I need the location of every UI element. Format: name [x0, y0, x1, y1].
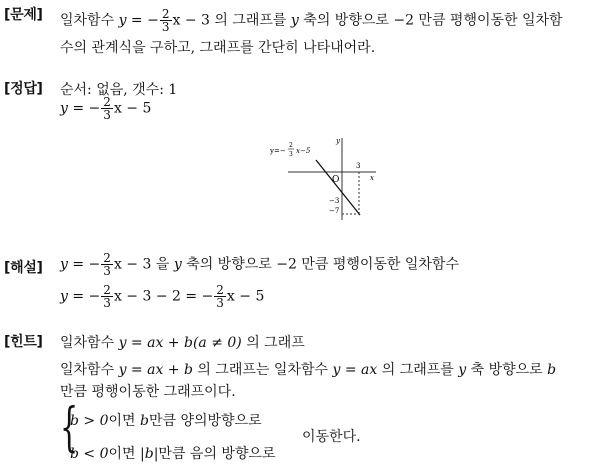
- fraction-denominator: 3: [161, 20, 170, 34]
- math-var: y: [290, 12, 299, 29]
- hint-text: 일차함수: [60, 362, 115, 378]
- math-expr: y = ax: [332, 362, 378, 378]
- fraction: [160, 8, 172, 33]
- math-var: y: [458, 362, 467, 378]
- explanation-line-2: [60, 284, 264, 309]
- problem-line-1: [60, 8, 563, 33]
- problem-text: 축의 방향으로 −2 만큼 평행이동한 일차함: [303, 12, 563, 29]
- hint-line-3: 만큼 평행이동한 그래프이다.: [60, 384, 236, 400]
- math-op: x − 3 을: [113, 256, 170, 273]
- hint-line-2: [60, 359, 556, 379]
- explanation-text: 축의 방향으로 −2 만큼 평행이동한 일차함수: [186, 256, 459, 273]
- math-var: y: [60, 256, 68, 273]
- answer-graph: [268, 134, 380, 222]
- math-expr: y = ax + b: [118, 362, 193, 378]
- math-var: y: [173, 256, 182, 273]
- math-op: x − 3 − 2 = −: [113, 288, 214, 305]
- hint-text: 의 그래프: [246, 335, 305, 351]
- hint-text: 이면: [108, 446, 136, 462]
- fraction-denominator: 3: [103, 108, 111, 122]
- fraction: [101, 252, 113, 277]
- graph-label-num: 2: [289, 142, 293, 149]
- math-var: y: [118, 12, 127, 29]
- case-brace: {: [60, 398, 79, 458]
- problem-tag: [문제]: [4, 7, 43, 23]
- hint-text: 일차함수: [60, 335, 115, 351]
- fraction-numerator: 2: [103, 283, 111, 297]
- math-op: = −: [67, 100, 101, 117]
- math-op: = −: [67, 288, 101, 305]
- origin-label: O: [332, 175, 340, 185]
- fraction-denominator: 3: [103, 264, 111, 278]
- y-tick-label: −7: [329, 207, 340, 215]
- math-var: y: [60, 100, 68, 117]
- math-expr: y = ax + b(a ≠ 0): [118, 335, 242, 351]
- answer-equation: [60, 96, 151, 121]
- math-var: b: [140, 413, 149, 429]
- explanation-tag: [해설]: [4, 260, 43, 276]
- hint-case-end: 이동한다.: [302, 429, 361, 445]
- math-expr: b < 0: [70, 446, 109, 462]
- fraction-denominator: 3: [216, 296, 224, 310]
- math-var: y: [60, 288, 68, 305]
- math-expr: b > 0: [70, 413, 109, 429]
- fraction: [214, 284, 226, 309]
- hint-text: 축 방향으로: [470, 362, 543, 378]
- x-axis-label: x: [370, 174, 374, 182]
- y-tick-label: −3: [329, 197, 340, 205]
- math-var: b: [547, 362, 557, 378]
- graph-label-den: 3: [289, 151, 293, 158]
- problem-line-2: 수의 관계식을 구하고, 그래프를 간단히 나타내어라.: [60, 40, 376, 56]
- hint-text: 만큼 양의방향으로: [148, 413, 262, 429]
- hint-case-1: [70, 410, 262, 430]
- math-op: x − 5: [226, 288, 265, 305]
- hint-text: 만큼 음의 방향으로: [158, 446, 276, 462]
- fraction-numerator: 2: [103, 95, 111, 109]
- hint-tag: [힌트]: [4, 334, 43, 350]
- fraction: [101, 96, 113, 121]
- problem-text: x − 3 의 그래프를: [172, 12, 287, 29]
- math-op: = −: [126, 12, 159, 29]
- math-op: = −: [67, 256, 101, 273]
- hint-text: 의 그래프는 일차함수: [197, 362, 329, 378]
- fraction-denominator: 3: [103, 296, 111, 310]
- answer-summary: 순서: 없음, 갯수: 1: [60, 82, 178, 98]
- fraction: [101, 284, 113, 309]
- y-axis-label: y: [336, 137, 340, 145]
- x-tick-label: 3: [356, 162, 361, 170]
- fraction-numerator: 2: [103, 251, 111, 265]
- explanation-line-1: [60, 252, 459, 277]
- problem-text: 일차함수: [60, 12, 115, 29]
- graph-label-tail: x−5: [296, 147, 311, 155]
- hint-text: 의 그래프를: [381, 362, 454, 378]
- math-op: x − 5: [113, 100, 152, 117]
- answer-tag: [정답]: [4, 81, 43, 97]
- hint-text: 이면: [108, 413, 136, 429]
- graph-label-eq: y=−: [270, 147, 286, 155]
- hint-line-1: [60, 332, 305, 352]
- math-expr: |b|: [140, 446, 159, 462]
- fraction-numerator: 2: [216, 283, 224, 297]
- fraction-numerator: 2: [161, 7, 170, 21]
- hint-case-2: [70, 443, 276, 463]
